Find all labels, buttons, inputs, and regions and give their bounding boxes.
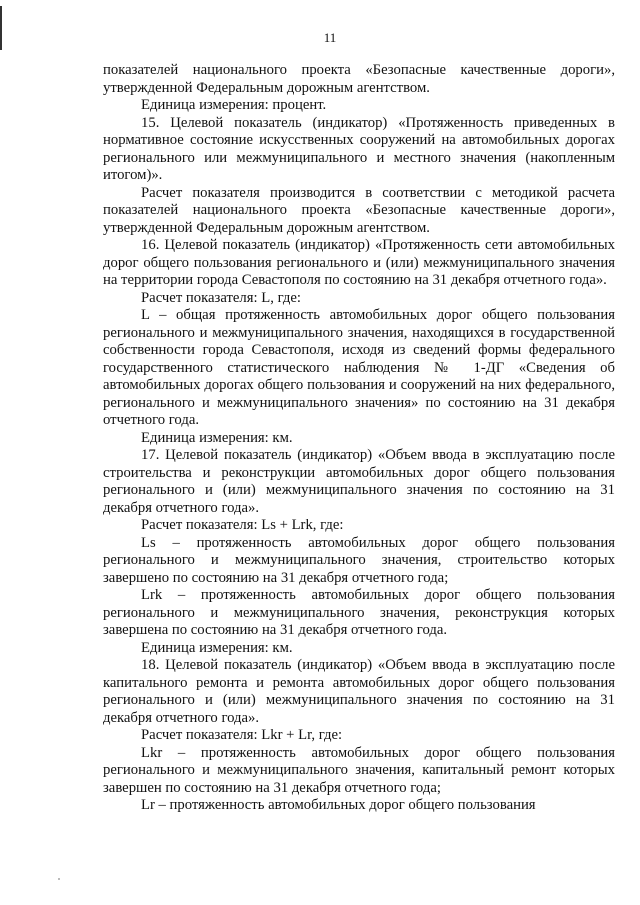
paragraph: Lkr – протяженность автомобильных дорог общего пользования регионального и межмуниципального значения, капитальный ремонт которых завершен по состоянию на 31 декабря отчетного года; <box>103 744 615 796</box>
paragraph: Единица измерения: процент. <box>141 97 327 113</box>
scan-speck <box>58 878 60 880</box>
paragraph: показателей национального проекта «Безопасные качественные дороги», утвержденной Федеральным дорожным агентством. <box>103 62 615 96</box>
paragraph: Ls – протяженность автомобильных дорог общего пользования регионального и межмуниципального значения, строительство которых завершено по состоянию на 31 декабря отчетного года; <box>103 534 615 586</box>
paragraph: 18. Целевой показатель (индикатор) «Объем ввода в эксплуатацию после капитального ремонта и ремонта автомобильных дорог общего пользования регионального и (или) межмуниципального значения по состоянию на 31 декабря отчетного года». <box>103 657 615 726</box>
document-body <box>103 62 615 815</box>
paragraph: Единица измерения: км. <box>141 639 293 656</box>
paragraph: Единица измерения: км. <box>141 429 293 446</box>
paragraph: 17. Целевой показатель (индикатор) «Объем ввода в эксплуатацию после строительства и реконструкции автомобильных дорог общего пользования регионального и (или) межмуниципального значения по состоянию на 31 декабря отчетного года». <box>103 447 615 516</box>
paragraph: Расчет показателя производится в соответствии с методикой расчета показателей национального проекта «Безопасные качественные дороги», утвержденной Федеральным дорожным агентством. <box>103 184 615 236</box>
paragraph: Расчет показателя: Ls + Lrk, где: <box>141 517 344 533</box>
paragraph: Lr – протяженность автомобильных дорог общего пользования <box>141 797 536 813</box>
paragraph: Расчет показателя: L, где: <box>141 289 301 306</box>
paragraph: L – общая протяженность автомобильных дорог общего пользования регионального и межмуниципального значения, находящихся в государственной собственности города Севастополя, исходя из сведений формы федерального государственного статистического наблюдения № 1-ДГ «Сведения об автомобильных дорогах общего пользования и сооружений на них федерального, регионального и межмуниципального значения» по состоянию на 31 декабря отчетного года. <box>103 307 615 428</box>
paragraph: 16. Целевой показатель (индикатор) «Протяженность сети автомобильных дорог общего пользования регионального и (или) межмуниципального значения на территории города Севастополя по состоянию на 31 декабря отчетного года». <box>103 237 615 288</box>
page-edge-mark <box>0 6 2 50</box>
page-number: 11 <box>323 30 337 45</box>
paragraph: Lrk – протяженность автомобильных дорог общего пользования регионального и межмуниципального значения, реконструкция которых завершена по состоянию на 31 декабря отчетного года. <box>103 587 615 638</box>
paragraph: Расчет показателя: Lkr + Lr, где: <box>141 727 343 743</box>
paragraph: 15. Целевой показатель (индикатор) «Протяженность приведенных в нормативное состояние искусственных сооружений на автомобильных дорогах регионального или межмуниципального и местного значения (накопленным итогом)». <box>103 114 615 183</box>
